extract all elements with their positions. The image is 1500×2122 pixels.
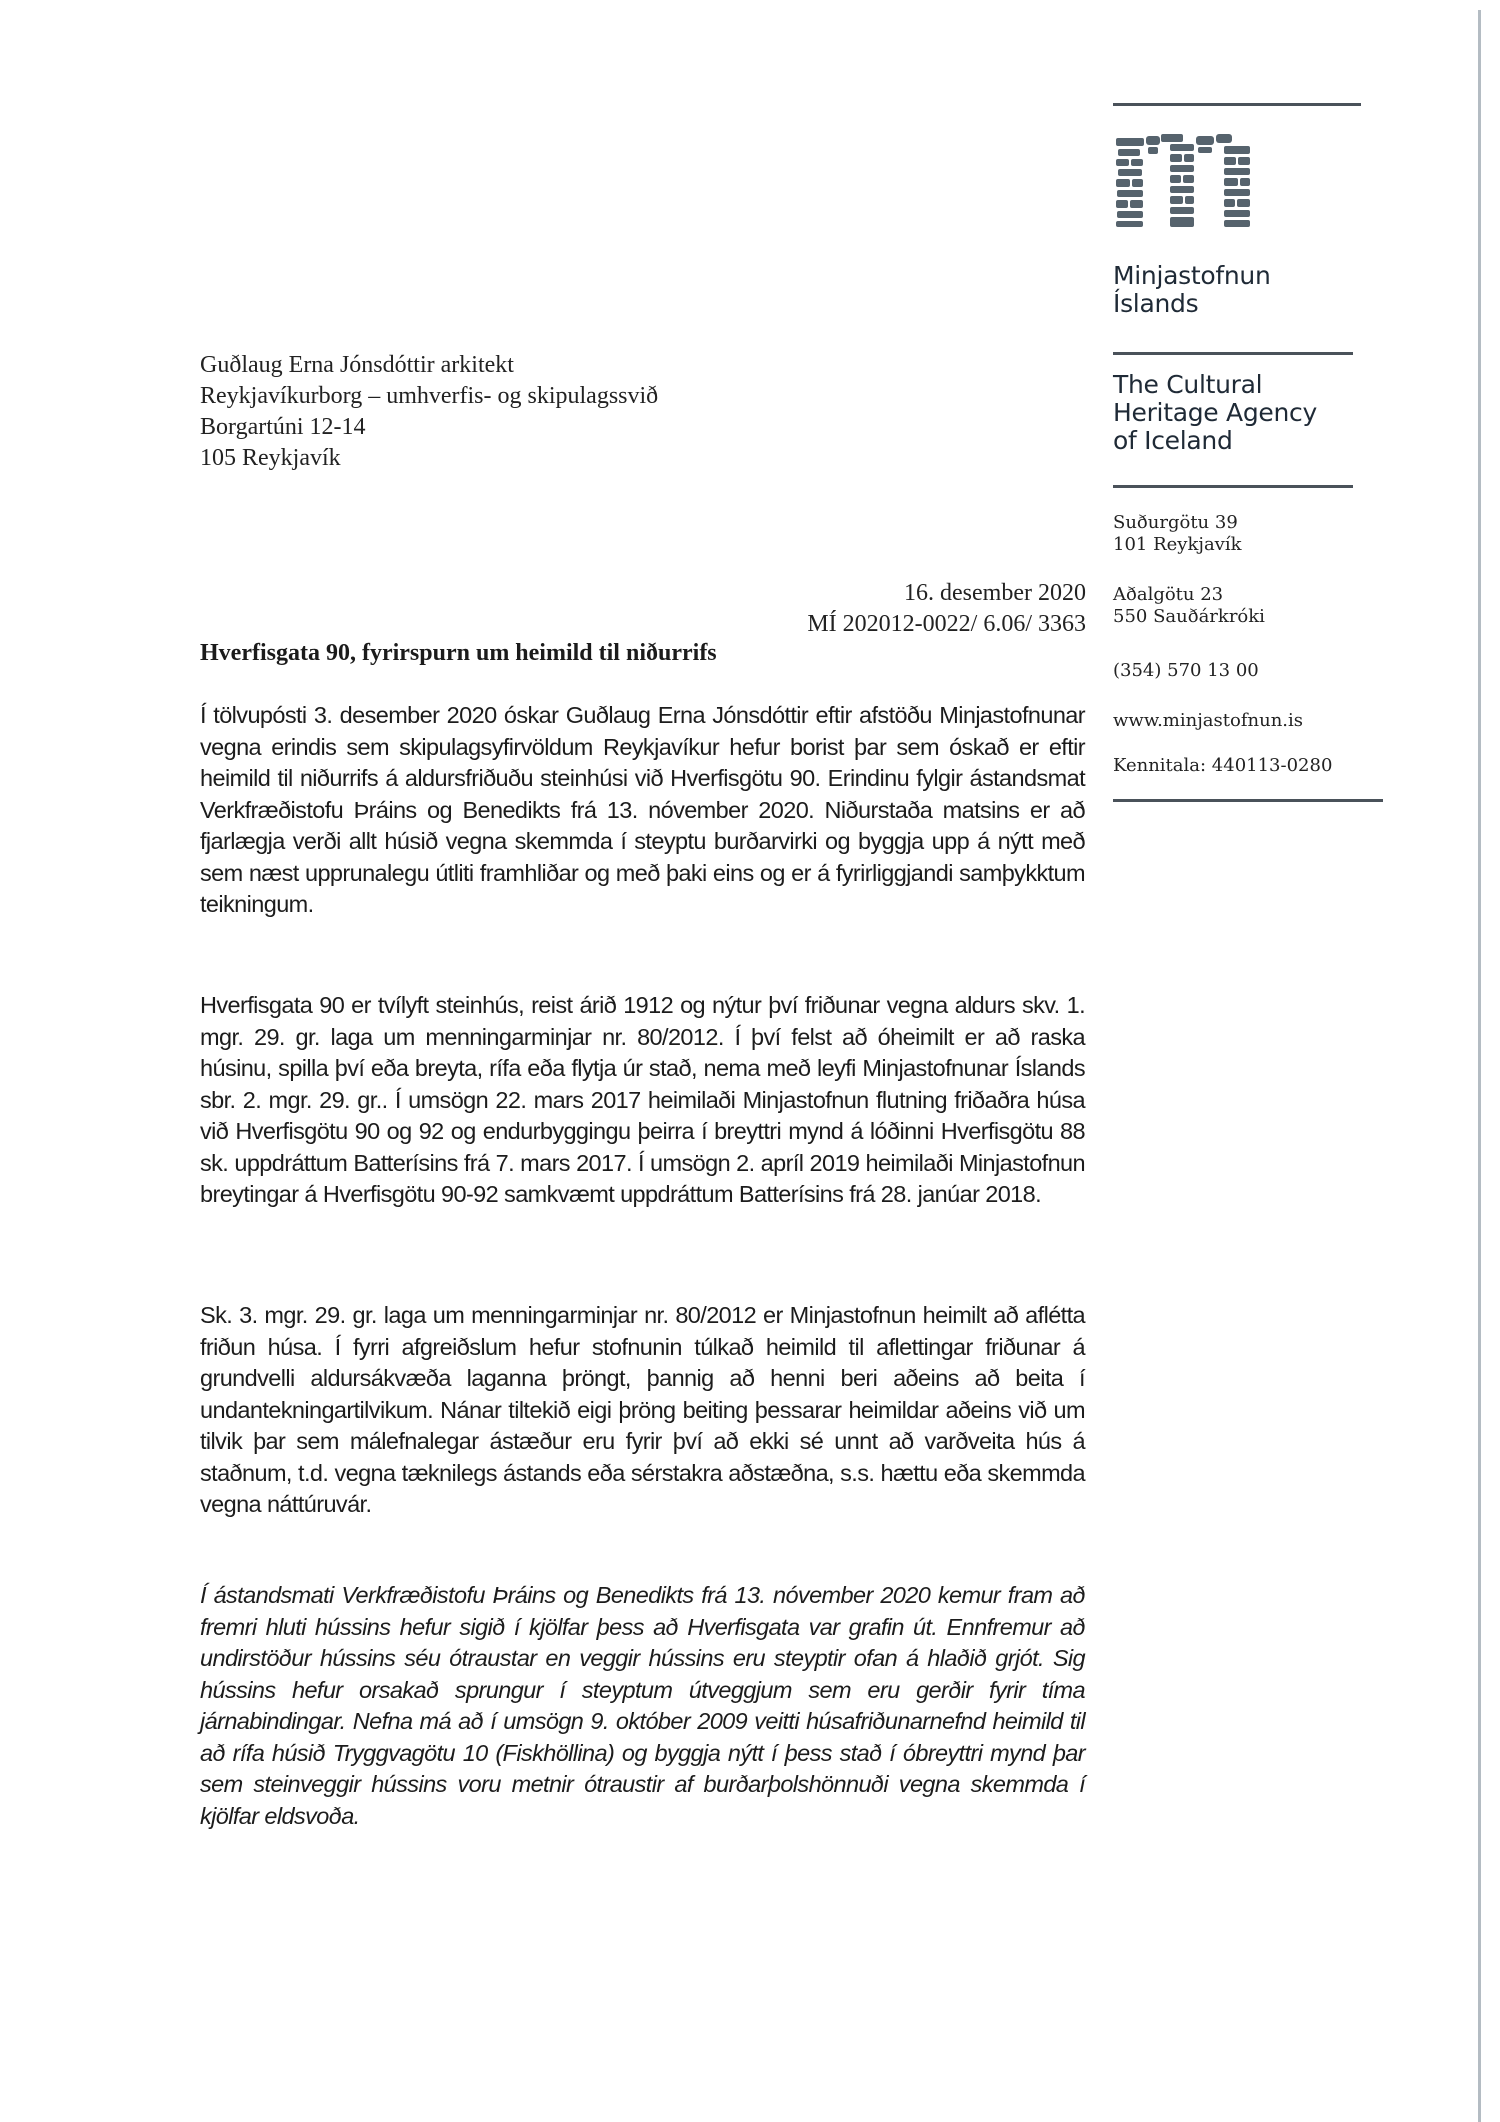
address-line: 101 Reykjavík	[1113, 534, 1242, 555]
body-paragraph-4-italic: Í ástandsmati Verkfræðistofu Þráins og Benedikts frá 13. nóvember 2020 kemur fram að fremri hluti hússins hefur sigið í kjölfar þess að Hverfisgata var grafin út. Ennfremur að undirstöður hússins séu ótraustar en veggir hússins eru steyptir ofan á hlaðið grjót. Sig hússins hefur orsakað sprungur í steyptum útveggjum sem eru gerðir fyrir tíma járnabindingar. Nefna má að í umsögn 9. október 2009 veitti húsafriðunarnefnd heimild til að rífa húsið Tryggvagötu 10 (Fiskhöllina) og byggja nýtt í þess stað í óbreyttri mynd þar sem steinveggir hússins voru metnir ótraustir af burðarþolshönnuði vegna skemmda í kjölfar eldsvoða.	[200, 1582, 1085, 1829]
recipient-department: Reykjavíkurborg – umhverfis- og skipulagssvið	[200, 383, 659, 409]
address-line: Suðurgötu 39	[1113, 512, 1238, 533]
reference-number: MÍ 202012-0022/ 6.06/ 3363	[807, 611, 1086, 637]
recipient-name: Guðlaug Erna Jónsdóttir arkitekt	[200, 352, 514, 378]
address-reykjavik	[1113, 512, 1242, 556]
letter-meta	[807, 578, 1086, 640]
body-paragraph-1: Í tölvupósti 3. desember 2020 óskar Guðlaug Erna Jónsdóttir eftir afstöðu Minjastofnunar vegna erindis sem skipulagsyfirvöldum Reykjavíkur hefur borist þar sem óskað er eftir heimild til niðurrifs á aldursfriðuðu steinhúsi við Hverfisgötu 90. Erindinu fylgir ástandsmat Verkfræðistofu Þráins og Benedikts frá 13. nóvember 2020. Niðurstaða matsins er að fjarlægja verði allt húsið vegna skemmda í steyptu burðarvirki og byggja upp á nýtt með sem næst upprunalegu útliti framhliðar og með þaki eins og er á fyrirliggjandi samþykktum teikningum.	[200, 702, 1085, 917]
website-link[interactable]: www.minjastofnun.is	[1113, 710, 1304, 731]
org-name-line: Minjastofnun	[1113, 261, 1271, 290]
body-paragraph-3: Sk. 3. mgr. 29. gr. laga um menningarminjar nr. 80/2012 er Minjastofnun heimilt að aflétta friðun húsa. Í fyrri afgreiðslum hefur stofnunin túlkað heimild til aflettingar friðunar á grundvelli aldursákvæða laganna þröngt, þannig að henni beri aðeins að beita í undantekningartilvikum. Nánar tiltekið eigi þröng beiting þessarar heimildar aðeins við um tilvik þar sem málefnalegar ástæður eru fyrir því að ekki sé unnt að varðveita hús á staðnum, t.d. vegna tæknilegs ástands eða sérstakra aðstæðna, s.s. hættu eða skemmda vegna náttúruvár.	[200, 1302, 1085, 1517]
org-name-line: Íslands	[1113, 289, 1199, 318]
divider-2	[1113, 352, 1353, 355]
page-edge	[1478, 10, 1481, 2122]
recipient-city: 105 Reykjavík	[200, 445, 341, 471]
divider-top	[1113, 103, 1361, 106]
address-line: 550 Sauðárkróki	[1113, 606, 1265, 627]
org-name-line: of Iceland	[1113, 426, 1233, 455]
address-saudarkrokur	[1113, 584, 1265, 628]
org-name-line: Heritage Agency	[1113, 398, 1317, 427]
org-name-icelandic	[1113, 262, 1270, 318]
phone-number: (354) 570 13 00	[1113, 660, 1259, 681]
stone-m-logo-icon	[1114, 130, 1254, 230]
letter-date: 16. desember 2020	[904, 580, 1086, 606]
body-paragraph-2: Hverfisgata 90 er tvílyft steinhús, reist árið 1912 og nýtur því friðunar vegna aldurs skv. 1. mgr. 29. gr. laga um menningarminjar nr. 80/2012. Í því felst að óheimilt er að raska húsinu, spilla því eða breyta, rífa eða flytja úr stað, nema með leyfi Minjastofnunar Íslands sbr. 2. mgr. 29. gr.. Í umsögn 22. mars 2017 heimilaði Minjastofnun flutning friðaðra húsa við Hverfisgötu 90 og 92 og endurbyggingu þeirra í breyttri mynd á lóðinni Hverfisgötu 88 sk. uppdráttum Batterísins frá 7. mars 2017. Í umsögn 2. apríl 2019 heimilaði Minjastofnun breytingar á Hverfisgötu 90-92 samkvæmt uppdráttum Batterísins frá 28. janúar 2018.	[200, 992, 1085, 1207]
divider-bottom	[1113, 799, 1383, 802]
address-line: Aðalgötu 23	[1113, 584, 1224, 605]
recipient-street: Borgartúni 12-14	[200, 414, 366, 440]
org-name-english	[1113, 371, 1317, 455]
kennitala: Kennitala: 440113-0280	[1113, 755, 1333, 776]
org-name-line: The Cultural	[1113, 370, 1263, 399]
recipient-address	[200, 350, 658, 474]
divider-3	[1113, 485, 1353, 488]
letter-subject: Hverfisgata 90, fyrirspurn um heimild til niðurrifs	[200, 640, 717, 666]
